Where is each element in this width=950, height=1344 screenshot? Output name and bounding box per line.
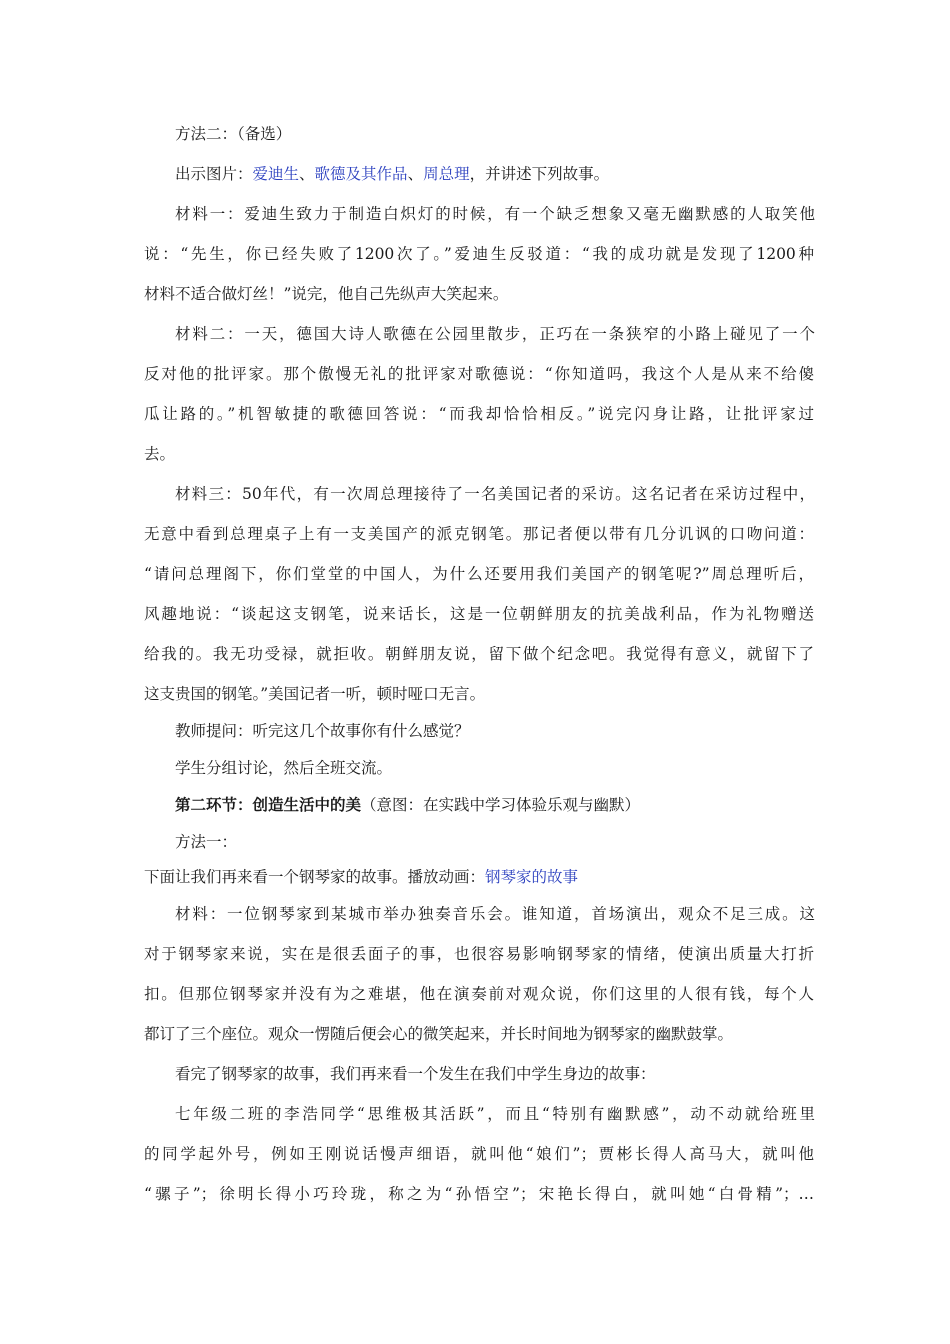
material-two-line-1: 材料二：一天，德国大诗人歌德在公园里散步，正巧在一条狭窄的小路上碰见了一个 — [175, 325, 815, 343]
link-edison[interactable]: 爱迪生 — [252, 165, 300, 183]
pianist-intro-line — [144, 866, 814, 888]
show-pictures-suffix: ，并讲述下列故事。 — [469, 165, 610, 183]
material-one-line-3: 材料不适合做灯丝！”说完，他自己先纵声大笑起来。 — [144, 285, 509, 303]
pianist-material-line-4: 都订了三个座位。观众一愣随后便会心的微笑起来，并长时间地为钢琴家的幽默鼓掌。 — [144, 1025, 734, 1043]
show-pictures-prefix: 出示图片： — [175, 165, 253, 183]
material-three-line-6: 这支贵国的钢笔。”美国记者一听，顿时哑口无言。 — [144, 685, 486, 703]
material-two-line-3: 瓜让路的。”机智敏捷的歌德回答说：“而我却恰恰相反。”说完闪身让路，让批评家过 — [144, 405, 814, 423]
separator: 、 — [407, 165, 424, 183]
show-pictures-line — [175, 163, 815, 185]
teacher-question: 教师提问：听完这几个故事你有什么感觉？ — [175, 722, 470, 740]
method-two-heading: 方法二：（备选） — [175, 125, 292, 143]
pianist-material-line-1: 材料：一位钢琴家到某城市举办独奏音乐会。谁知道，首场演出，观众不足三成。这 — [175, 905, 815, 923]
section-two-heading — [175, 794, 815, 816]
transition-line: 看完了钢琴家的故事，我们再来看一个发生在我们中学生身边的故事： — [175, 1065, 656, 1083]
pianist-material-line-2: 对于钢琴家来说，实在是很丢面子的事，也很容易影响钢琴家的情绪，使演出质量大打折 — [144, 945, 814, 963]
link-zhou[interactable]: 周总理 — [423, 165, 470, 183]
separator: 、 — [299, 165, 315, 183]
pianist-material-line-3: 扣。但那位钢琴家并没有为之难堪，他在演奏前对观众说，你们这里的人很有钱，每个人 — [144, 985, 814, 1003]
material-three-line-5: 给我的。我无功受禄，就拒收。朝鲜朋友说，留下做个纪念吧。我觉得有意义，就留下了 — [144, 645, 814, 663]
material-two-line-2: 反对他的批评家。那个傲慢无礼的批评家对歌德说：“你知道吗，我这个人是从来不给傻 — [144, 365, 814, 383]
method-one-heading: 方法一： — [175, 833, 238, 851]
material-three-line-4: 风趣地说：“谈起这支钢笔，说来话长，这是一位朝鲜朋友的抗美战利品，作为礼物赠送 — [144, 605, 814, 623]
link-pianist-animation[interactable]: 钢琴家的故事 — [485, 868, 579, 886]
section-two-intent: （意图：在实践中学习体验乐观与幽默） — [361, 796, 641, 814]
section-two-title: 第二环节：创造生活中的美 — [175, 795, 362, 814]
material-three-line-1: 材料三：50年代，有一次周总理接待了一名美国记者的采访。这名记者在采访过程中， — [175, 485, 815, 503]
material-one-line-2: 说：“先生，你已经失败了1200次了。”爱迪生反驳道：“我的成功就是发现了1200种 — [144, 245, 814, 263]
material-two-line-4: 去。 — [144, 445, 176, 463]
li-hao-story-line-1: 七年级二班的李浩同学“思维极其活跃”，而且“特别有幽默感”，动不动就给班里 — [175, 1105, 815, 1123]
material-three-line-2: 无意中看到总理桌子上有一支美国产的派克钢笔。那记者便以带有几分讥讽的口吻问道： — [144, 525, 814, 543]
li-hao-story-line-2: 的同学起外号，例如王刚说话慢声细语，就叫他“娘们”；贾彬长得人高马大，就叫他 — [144, 1145, 814, 1163]
material-three-line-3: “请问总理阁下，你们堂堂的中国人，为什么还要用我们美国产的钢笔呢?”周总理听后， — [144, 565, 814, 583]
material-one-line-1: 材料一：爱迪生致力于制造白炽灯的时候，有一个缺乏想象又毫无幽默感的人取笑他 — [175, 205, 815, 223]
li-hao-story-line-3: “骡子”；徐明长得小巧玲珑，称之为“孙悟空”；宋艳长得白，就叫她“白骨精”；… — [144, 1185, 814, 1203]
group-discussion: 学生分组讨论，然后全班交流。 — [175, 759, 393, 777]
pianist-intro-text: 下面让我们再来看一个钢琴家的故事。播放动画： — [144, 868, 486, 886]
link-goethe[interactable]: 歌德及其作品 — [314, 165, 408, 183]
